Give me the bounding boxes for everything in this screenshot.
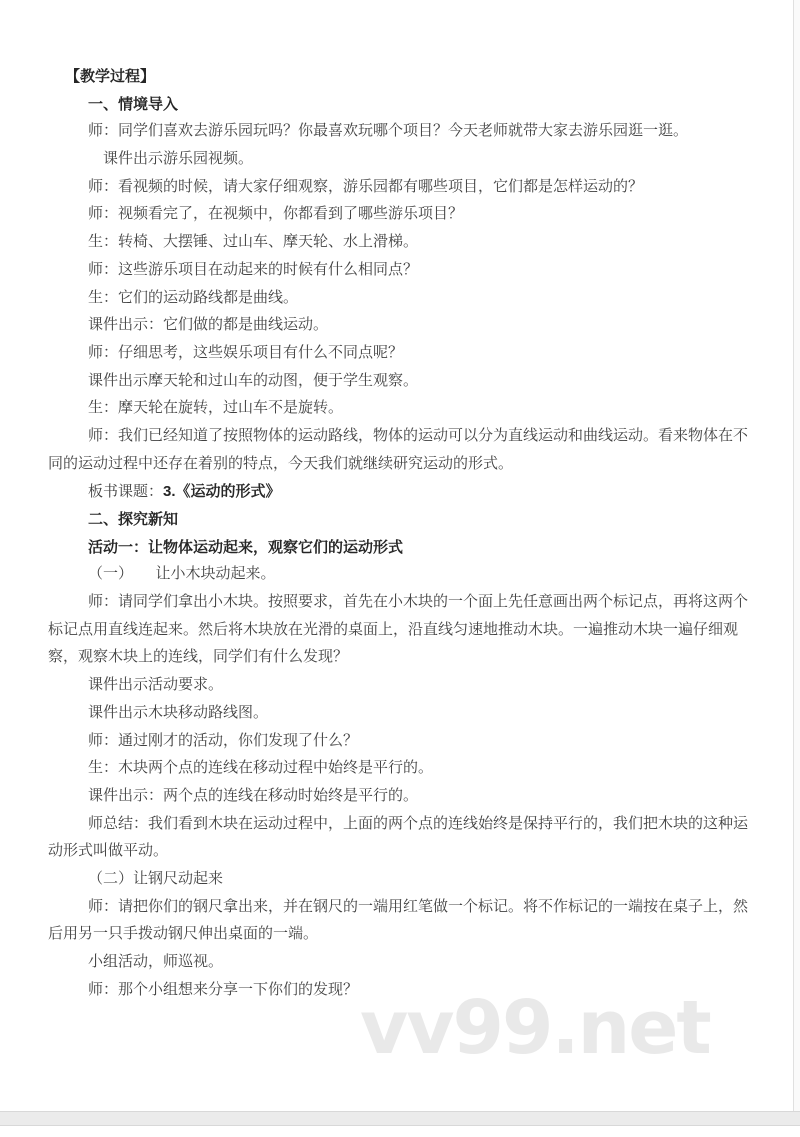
body-text: 标记点用直线连起来。然后将木块放在光滑的桌面上，沿直线匀速地推动木块。一遍推动木块一遍仔细观 (48, 621, 739, 638)
body-text: 察，观察木块上的连线，同学们有什么发现？ (48, 649, 349, 666)
body-text: 师：请把你们的钢尺拿出来，并在钢尺的一端用红笔做一个标记。将不作标记的一端按在桌子上，然 (88, 898, 749, 915)
text-line (48, 174, 764, 202)
body-text: 动形式叫做平动。 (48, 843, 169, 860)
text-line (48, 340, 764, 368)
text-line (48, 728, 764, 756)
body-text: 师：我们已经知道了按照物体的运动路线，物体的运动可以分为直线运动和曲线运动。看来物体在不 (88, 427, 749, 444)
body-text: 师总结：我们看到木块在运动过程中，上面的两个点的连线始终是保持平行的，我们把木块的这种运 (88, 815, 749, 832)
body-text: 课件出示木块移动路线图。 (88, 704, 269, 721)
text-line (48, 811, 764, 839)
section-heading (48, 91, 764, 119)
board-topic (48, 478, 764, 506)
page-right-edge (793, 0, 800, 1137)
body-text: 生：它们的运动路线都是曲线。 (88, 289, 299, 306)
text-line (48, 894, 764, 922)
body-text: 小组活动，师巡视。 (88, 954, 224, 970)
section-heading (48, 506, 764, 534)
heading-text: 一、情境导入 (88, 95, 179, 113)
activity-heading (48, 534, 764, 562)
body-text: 板书课题： (88, 484, 164, 501)
body-text: 师：同学们喜欢去游乐园玩吗？你最喜欢玩哪个项目？今天老师就带大家去游乐园逛一逛。 (88, 123, 689, 140)
text-line (48, 368, 764, 396)
body-text: 师：这些游乐项目在动起来的时候有什么相同点？ (88, 261, 419, 278)
watermark: vv99.net (360, 985, 710, 1071)
body-text: 师：看视频的时候，请大家仔细观察，游乐园都有哪些项目，它们都是怎样运动的？ (88, 178, 644, 195)
text-line (48, 229, 764, 257)
body-text: 师：那个小组想来分享一下你们的发现？ (88, 981, 359, 998)
text-line (48, 921, 764, 949)
body-text: 后用另一只手拨动钢尺伸出桌面的一端。 (48, 926, 319, 943)
text-line (48, 617, 764, 645)
text-line (48, 838, 764, 866)
body-text: 课件出示活动要求。 (88, 677, 224, 694)
text-line (48, 589, 764, 617)
body-text: 生：转椅、大摆锤、过山车、摩天轮、水上滑梯。 (88, 234, 419, 251)
body-text: 课件出示：它们做的都是曲线运动。 (88, 317, 329, 334)
text-line (48, 561, 764, 589)
text-line (48, 257, 764, 285)
text-line (48, 146, 764, 174)
body-text: 生：木块两个点的连线在移动过程中始终是平行的。 (88, 760, 434, 777)
text-line (48, 118, 764, 146)
text-line (48, 423, 764, 451)
heading-text: 3.《运动的形式》 (163, 483, 281, 501)
body-text: 生：摩天轮在旋转，过山车不是旋转。 (88, 400, 344, 417)
body-text: 师：仔细思考，这些娱乐项目有什么不同点呢？ (88, 344, 404, 361)
body-text: 师：视频看完了，在视频中，你都看到了哪些游乐项目？ (88, 206, 464, 223)
next-page-top (0, 1126, 800, 1137)
text-line (48, 312, 764, 340)
body-text: 师：通过刚才的活动，你们发现了什么？ (88, 732, 359, 749)
body-text: 课件出示游乐园视频。 (103, 151, 254, 168)
doc-lines (48, 63, 764, 1004)
heading-text: 二、探究新知 (88, 511, 179, 528)
body-text: 课件出示摩天轮和过山车的动图，便于学生观察。 (88, 372, 419, 389)
heading-text: 活动一：让物体运动起来，观察它们的运动形式 (88, 538, 404, 556)
text-line (48, 644, 764, 672)
body-text: 同的运动过程中还存在着别的特点，今天我们就继续研究运动的形式。 (48, 455, 514, 472)
page-gap-separator (0, 1111, 800, 1126)
heading-text: 【教学过程】 (65, 68, 156, 85)
text-line (48, 395, 764, 423)
body-text: 师：请同学们拿出小木块。按照要求，首先在小木块的一个面上先任意画出两个标记点，再将这两个 (88, 594, 749, 611)
doc-section-title (48, 63, 764, 91)
text-line (48, 451, 764, 479)
text-line (48, 201, 764, 229)
text-line (48, 700, 764, 728)
text-line (48, 672, 764, 700)
text-line (48, 783, 764, 811)
body-text: （二）让钢尺动起来 (88, 870, 224, 887)
text-line (48, 977, 764, 1005)
text-line (48, 285, 764, 313)
text-line (48, 866, 764, 894)
body-text: 课件出示：两个点的连线在移动时始终是平行的。 (88, 787, 419, 804)
text-line (48, 755, 764, 783)
body-text: （一） 让小木块动起来。 (88, 566, 276, 583)
text-line (48, 949, 764, 977)
